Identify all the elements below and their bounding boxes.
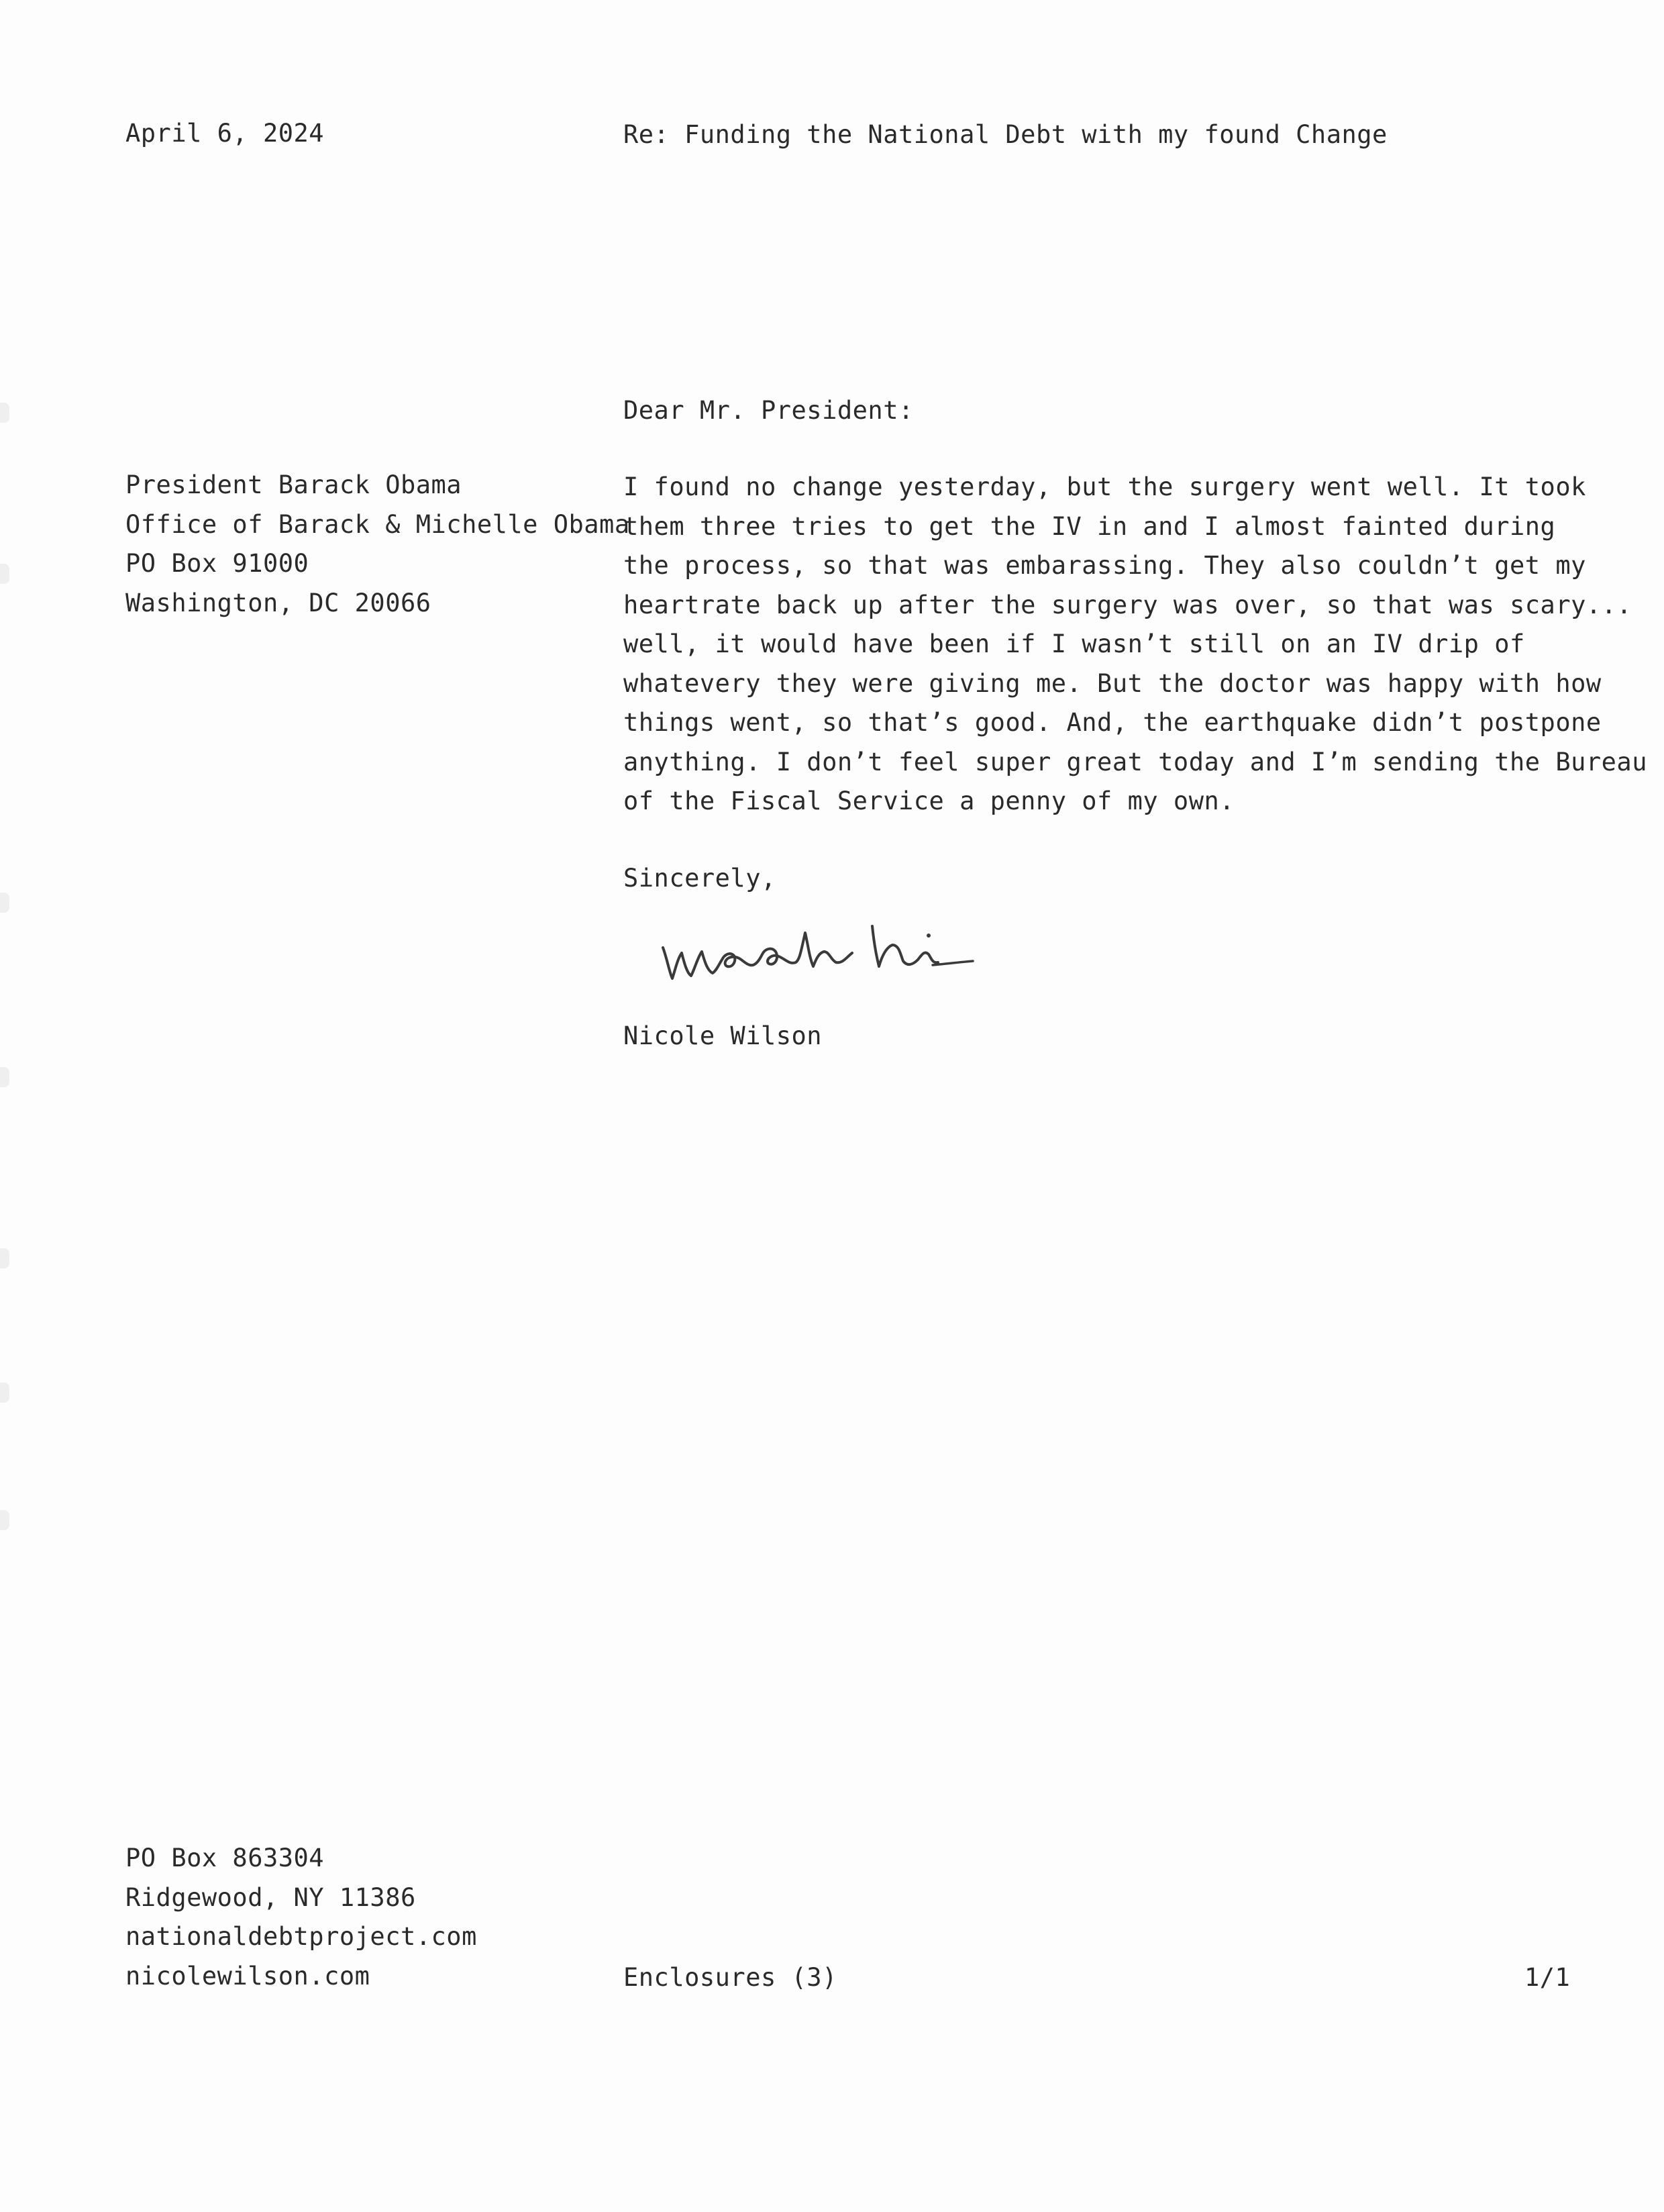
body-line: I found no change yesterday, but the surgery went well. It took bbox=[623, 472, 1586, 501]
body-line: whatevery they were giving me. But the doctor was happy with how bbox=[623, 668, 1602, 698]
body-line: well, it would have been if I wasn’t still on an IV drip of bbox=[623, 630, 1525, 658]
page-number: 1/1 bbox=[1524, 1963, 1571, 1992]
recipient-address bbox=[125, 466, 630, 623]
letter-subject: Re: Funding the National Debt with my found Change bbox=[623, 120, 1388, 149]
scan-edge-mark bbox=[0, 1382, 9, 1403]
letter-body bbox=[623, 468, 1647, 821]
sender-line: nationaldebtproject.com bbox=[125, 1922, 477, 1951]
recipient-line: Office of Barack & Michelle Obama bbox=[125, 509, 630, 539]
scan-edge-mark bbox=[0, 403, 9, 423]
recipient-line: Washington, DC 20066 bbox=[125, 588, 431, 617]
body-line: the process, so that was embarassing. They also couldn’t get my bbox=[623, 551, 1586, 580]
body-line: of the Fiscal Service a penny of my own. bbox=[623, 787, 1235, 815]
scan-edge-mark bbox=[0, 1510, 9, 1530]
enclosures-note: Enclosures (3) bbox=[623, 1963, 837, 1992]
sender-line: PO Box 863304 bbox=[125, 1844, 325, 1872]
recipient-line: PO Box 91000 bbox=[125, 549, 309, 578]
body-line: them three tries to get the IV in and I almost fainted during bbox=[623, 511, 1556, 541]
sender-address bbox=[125, 1839, 477, 1996]
body-line: heartrate back up after the surgery was over, so that was scary... bbox=[623, 590, 1632, 619]
closing: Sincerely, bbox=[623, 864, 776, 893]
scan-edge-mark bbox=[0, 1248, 9, 1268]
recipient-line: President Barack Obama bbox=[125, 470, 462, 499]
scan-edge-mark bbox=[0, 1067, 9, 1087]
handwritten-signature bbox=[658, 906, 993, 993]
letter-date: April 6, 2024 bbox=[125, 119, 325, 148]
scan-edge-mark bbox=[0, 893, 9, 913]
body-line: things went, so that’s good. And, the earthquake didn’t postpone bbox=[623, 708, 1602, 737]
body-line: anything. I don’t feel super great today and I’m sending the Bureau bbox=[623, 747, 1647, 776]
sender-line: nicolewilson.com bbox=[125, 1961, 370, 1991]
scan-edge-mark bbox=[0, 564, 9, 584]
salutation: Dear Mr. President: bbox=[623, 396, 914, 425]
sender-line: Ridgewood, NY 11386 bbox=[125, 1882, 416, 1912]
signer-name: Nicole Wilson bbox=[623, 1021, 823, 1050]
